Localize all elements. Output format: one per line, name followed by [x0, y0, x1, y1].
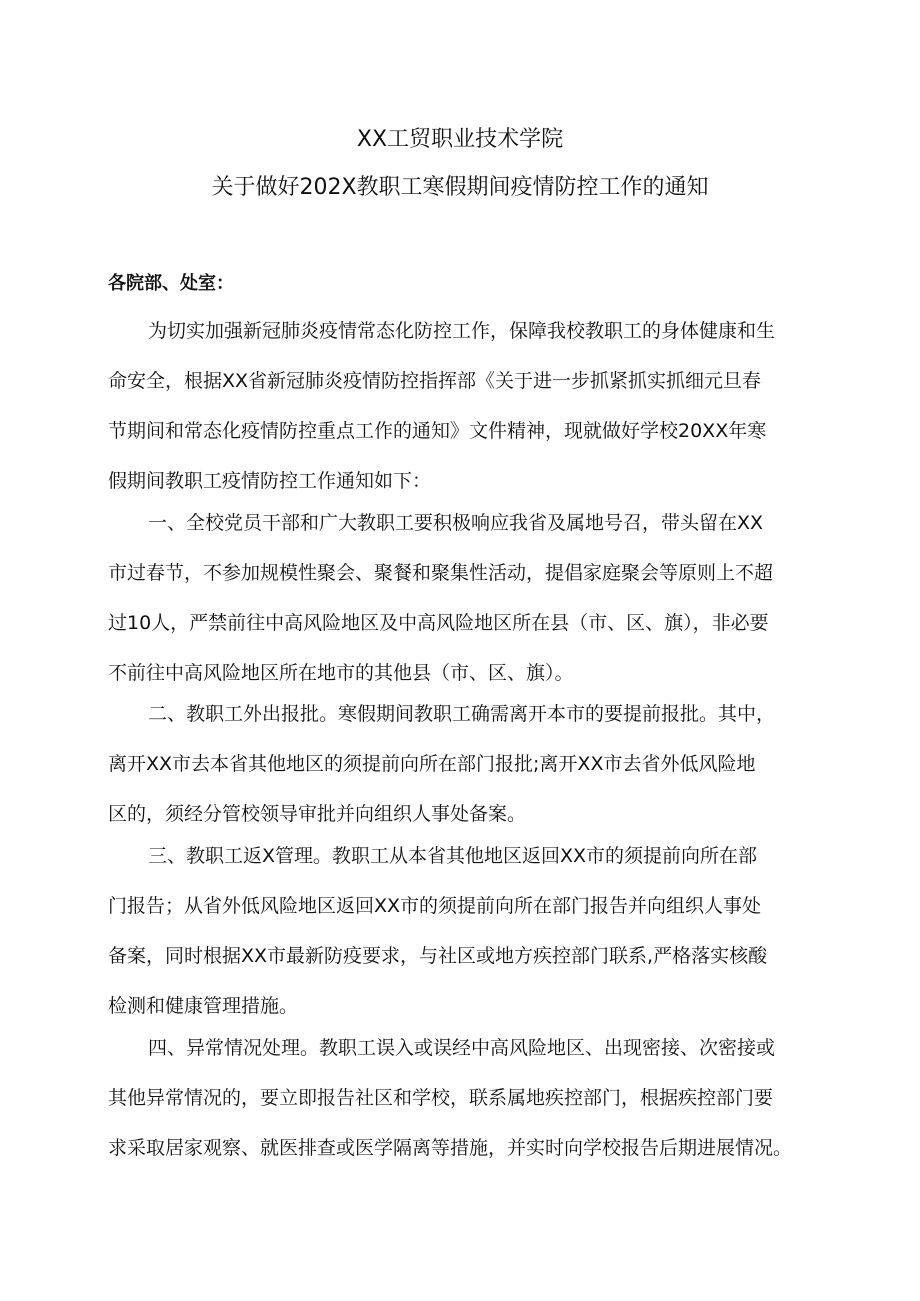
paragraph-line: 命安全，根据XX省新冠肺炎疫情防控指挥部《关于进一步抓紧抓实抓细元旦春	[108, 370, 762, 392]
paragraph-line: 区的，须经分管校领导审批并向组织人事处备案。	[108, 803, 527, 825]
paragraph-line: 离开XX市去本省其他地区的须提前向所在部门报批;离开XX市去省外低风险地	[108, 753, 756, 775]
paragraph-line: 二、教职工外出报批。寒假期间教职工确需离开本市的要提前报批。其中，	[148, 703, 776, 725]
paragraph-item-2	[108, 697, 828, 847]
paragraph-line: 过10人，严禁前往中高风险地区及中高风险地区所在县（市、区、旗），非必要	[108, 612, 769, 634]
paragraph-line: 不前往中高风险地区所在地市的其他县（市、区、旗）。	[108, 662, 574, 684]
paragraph-intro	[108, 314, 828, 514]
paragraph-item-3	[108, 839, 828, 1039]
paragraph-line: 检测和健康管理措施。	[108, 995, 299, 1017]
paragraph-line: 三、教职工返X管理。教职工从本省其他地区返回XX市的须提前向所在部	[148, 845, 758, 867]
document-title-notice: 关于做好202X教职工寒假期间疫情防控工作的通知	[211, 175, 709, 200]
paragraph-line: 市过春节，不参加规模性聚会、聚餐和聚集性活动，提倡家庭聚会等原则上不超	[108, 562, 774, 584]
paragraph-line: 一、全校党员干部和广大教职工要积极响应我省及属地号召，带头留在XX	[148, 512, 764, 534]
paragraph-line: 求采取居家观察、就医排查或医学隔离等措施，并实时向学校报告后期进展情况。	[108, 1137, 793, 1159]
paragraph-line: 四、异常情况处理。教职工误入或误经中高风险地区、出现密接、次密接或	[148, 1037, 776, 1059]
document-title-institution: XX工贸职业技术学院	[356, 127, 564, 152]
paragraph-line: 门报告；从省外低风险地区返回XX市的须提前向所在部门报告并向组织人事处	[108, 895, 762, 917]
salutation: 各院部、处室：	[108, 273, 234, 294]
paragraph-line: 节期间和常态化疫情防控重点工作的通知》文件精神，现就做好学校20XX年寒	[108, 420, 767, 442]
paragraph-item-4	[108, 1031, 828, 1181]
paragraph-line: 备案，同时根据XX市最新防疫要求，与社区或地方疾控部门联系,严格落实核酸	[108, 945, 768, 967]
paragraph-line: 为切实加强新冠肺炎疫情常态化防控工作，保障我校教职工的身体健康和生	[148, 320, 776, 342]
paragraph-line: 假期间教职工疫情防控工作通知如下：	[108, 470, 432, 492]
paragraph-item-1	[108, 506, 828, 706]
paragraph-line: 其他异常情况的，要立即报告社区和学校，联系属地疾控部门，根据疾控部门要	[108, 1087, 774, 1109]
